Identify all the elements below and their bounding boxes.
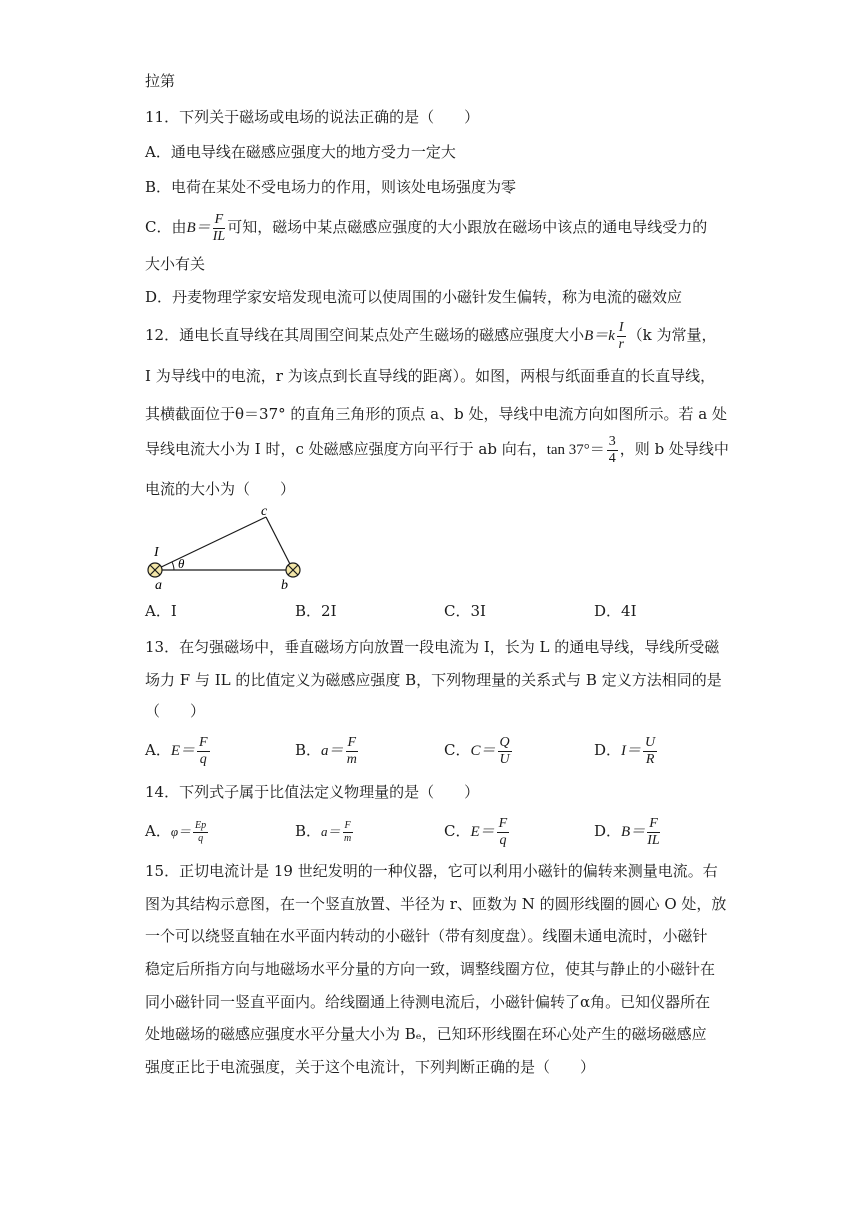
q12-line4-prefix: 导线电流大小为 I 时，c 处磁感应强度方向平行于 ab 向右， [145, 440, 547, 458]
label-b: b [281, 578, 288, 593]
current-into-page-b-icon [286, 563, 300, 577]
q14-option-c [444, 814, 511, 849]
q13-line3: （ ） [145, 702, 206, 720]
q12-option-c: C．3I [444, 602, 486, 620]
q12-formula-den: r [618, 336, 624, 352]
q13-c-num: Q [499, 734, 510, 750]
q14-a-den: q [198, 832, 204, 844]
q14-c-lhs: E＝ [470, 824, 495, 840]
q13-c-lhs: C＝ [470, 743, 496, 759]
q12-stem-line1 [145, 320, 716, 352]
q14-b-num: F [344, 819, 351, 831]
q13-d-label: D． [594, 741, 622, 759]
q13-b-num: F [347, 734, 357, 750]
q13-d-lhs: I＝ [621, 743, 642, 759]
q12-stem-line4 [145, 434, 729, 466]
q15-line7: 强度正比于电流强度，关于这个电流计，下列判断正确的是（ ） [145, 1058, 596, 1076]
q11-c-prefix: C．由 [145, 218, 187, 236]
q12-stem-line2: I 为导线中的电流，r 为该点到长直导线的距离）。如图，两根与纸面垂直的长直导线， [145, 367, 716, 385]
q14-a-num: Ep [195, 819, 207, 831]
q14-option-b [295, 814, 355, 849]
q13-option-b [295, 733, 360, 768]
q14-option-d [594, 814, 662, 849]
q12-tan-lhs: tan 37°＝ [546, 442, 605, 458]
q12-stem-prefix: 12．通电长直导线在其周围空间某点处产生磁场的磁感应强度大小 [145, 326, 585, 344]
q13-b-den: m [346, 751, 357, 767]
q12-line4-suffix: ，则 b 处导线中 [619, 440, 729, 458]
q13-d-den: R [645, 751, 655, 767]
q15-line6: 处地磁场的磁感应强度水平分量大小为 Bₑ，已知环形线圈在环心处产生的磁场磁感应 [145, 1025, 707, 1043]
q14-d-fraction [647, 817, 660, 848]
triangle-side-ac [155, 517, 266, 570]
q11-option-d: D．丹麦物理学家安培发现电流可以使周围的小磁针发生偏转，称为电流的磁效应 [145, 288, 683, 306]
q13-a-fraction [197, 736, 210, 767]
q13-c-label: C． [444, 741, 471, 759]
q14-option-a [145, 814, 210, 849]
current-into-page-a-icon [148, 563, 162, 577]
q15-line3: 一个可以绕竖直轴在水平面内转动的小磁针（带有刻度盘）。线圈未通电流时，小磁针 [145, 927, 708, 945]
q11-stem: 11．下列关于磁场或电场的说法正确的是（ ） [145, 108, 480, 126]
q13-line1: 13．在匀强磁场中，垂直磁场方向放置一段电流为 I，长为 L 的通电导线，导线所受磁 [145, 638, 720, 656]
q14-c-label: C． [444, 822, 471, 840]
q12-option-d: D．4I [594, 602, 637, 620]
q12-triangle-figure [140, 500, 320, 595]
q13-a-num: F [199, 734, 208, 750]
q11-option-c-cont: 大小有关 [145, 255, 206, 273]
q12-formula-lhs: B＝k [584, 328, 615, 344]
q13-line2: 场力 F 与 IL 的比值定义为磁感应强度 B，下列物理量的关系式与 B 定义方法相同的是 [145, 671, 722, 689]
label-c: c [261, 504, 268, 519]
triangle-side-cb [266, 517, 293, 570]
q14-d-lhs: B＝ [621, 824, 646, 840]
q13-b-fraction [346, 736, 359, 767]
q12-tan-fraction [607, 435, 618, 466]
q13-c-den: U [499, 751, 510, 767]
q14-stem: 14．下列式子属于比值法定义物理量的是（ ） [145, 783, 480, 801]
q12-tan-num: 3 [608, 433, 616, 449]
q12-stem-suffix: （k 为常量， [627, 326, 717, 344]
q11-option-b: B．电荷在某处不受电场力的作用，则该处电场强度为零 [145, 178, 517, 196]
q15-line1: 15．正切电流计是 19 世纪发明的一种仪器，它可以利用小磁针的偏转来测量电流。右 [145, 862, 718, 880]
q14-a-label: A． [145, 822, 171, 840]
q11-c-fraction [213, 213, 226, 244]
q13-a-den: q [199, 751, 207, 767]
q14-a-lhs: φ＝ [170, 824, 192, 839]
label-I: I [154, 545, 159, 560]
q11-option-a: A．通电导线在磁感应强度大的地方受力一定大 [145, 143, 456, 161]
q11-c-rest: 可知，磁场中某点磁感应强度的大小跟放在磁场中该点的通电导线受力的 [227, 218, 708, 236]
q11-c-den: IL [212, 228, 226, 244]
q14-b-fraction [343, 821, 353, 844]
q14-d-label: D． [594, 822, 622, 840]
q15-line4: 稳定后所指方向与地磁场水平分量的方向一致，调整线圈方位，使其与静止的小磁针在 [145, 960, 716, 978]
q14-c-num: F [498, 815, 508, 831]
q13-option-d [594, 733, 659, 768]
q13-option-a [145, 733, 212, 768]
q12-option-a: A．I [145, 602, 177, 620]
q12-tan-den: 4 [608, 450, 616, 466]
q14-a-fraction [193, 821, 208, 844]
q14-b-lhs: a＝ [321, 824, 341, 839]
theta-arc [172, 562, 174, 570]
q15-line5: 同小磁针同一竖直平面内。给线圈通上待测电流后，小磁针偏转了α角。已知仪器所在 [145, 993, 711, 1011]
q13-b-lhs: a＝ [321, 743, 344, 759]
q14-c-den: q [499, 832, 507, 848]
q12-option-b: B．2I [295, 602, 337, 620]
q14-d-num: F [649, 815, 658, 831]
q14-d-den: IL [647, 832, 660, 848]
q12-formula-num: I [618, 319, 624, 335]
q13-c-fraction [498, 736, 512, 767]
q11-c-num: F [214, 211, 224, 227]
q14-b-den: m [343, 832, 352, 844]
q15-line2: 图为其结构示意图，在一个竖直放置、半径为 r、匝数为 N 的圆形线圈的圆心 O 处，放 [145, 895, 727, 913]
q13-d-num: U [645, 734, 656, 750]
header-text: 拉第 [145, 72, 176, 90]
q13-b-label: B． [295, 741, 322, 759]
q13-a-lhs: E＝ [170, 743, 196, 759]
q13-a-label: A． [145, 741, 171, 759]
label-theta: θ [178, 556, 185, 571]
label-a: a [155, 578, 162, 593]
q14-c-fraction [497, 817, 510, 848]
q11-c-lhs: B＝ [186, 220, 211, 236]
q12-stem-line3: 其横截面位于θ＝37° 的直角三角形的顶点 a、b 处，导线中电流方向如图所示。若 a 处 [145, 405, 727, 423]
q11-option-c [145, 212, 707, 244]
q13-option-c [444, 733, 514, 768]
q12-stem-line5: 电流的大小为（ ） [145, 480, 296, 498]
q14-b-label: B． [295, 822, 322, 840]
q12-formula-fraction [617, 321, 626, 352]
q13-d-fraction [643, 736, 657, 767]
